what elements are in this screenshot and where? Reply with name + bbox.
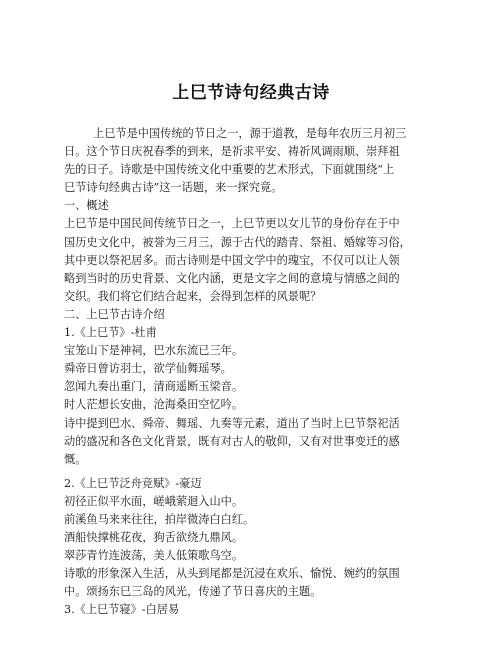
text-line: 翠莎青竹连波荡，美人低策歌鸟空。 xyxy=(64,549,244,563)
text-line: 其中更以祭祀居多。而古诗则是中国文学中的瑰宝，不仅可以让人领 xyxy=(64,253,400,267)
text-line: 诗中提到巴水、舜帝、舞瑶、九奏等元素，道出了当时上巳节祭祀活 xyxy=(64,416,400,430)
text-line: 动的盛况和各色文化背景，既有对古人的敬仰，又有对世事变迁的感 xyxy=(64,434,400,448)
text-line: 诗歌的形象深入生活，从头到尾都是沉浸在欢乐、愉悦、婉约的氛围 xyxy=(64,567,400,581)
text-line: 日。这个节日庆祝春季的到来，是祈求平安、祷祈风调雨顺、崇拜祖 xyxy=(64,145,400,159)
text-line: 2.《上巳节泛舟竞赋》-豪迈 xyxy=(64,476,202,490)
text-line: 3.《上巳节寝》-白居易 xyxy=(64,603,180,617)
text-line: 一、概述 xyxy=(64,199,109,213)
page-title: 上巳节诗句经典古诗 xyxy=(172,83,330,103)
text-line: 中。颂扬东巳三岛的风光，传递了节日喜庆的主题。 xyxy=(64,585,322,599)
text-line: 国历史文化中，被誉为三月三，源于古代的踏青、祭祖、婚嫁等习俗， xyxy=(64,235,411,249)
text-line: 上巳节是中国传统的节日之一，源于道教，是每年农历三月初三 xyxy=(93,127,407,140)
text-line: 前溪鱼马来来往往，拍岸微涛白白红。 xyxy=(64,512,255,526)
text-line: 交织。我们将它们结合起来，会得到怎样的风景呢？ xyxy=(64,289,322,303)
text-line: 初径正似平水面，嵯峨萦迴入山中。 xyxy=(64,494,244,508)
text-line: 上巳节是中国民间传统节日之一，上巳节更以女儿节的身份存在于中 xyxy=(64,217,400,231)
document-body xyxy=(64,125,444,620)
text-line: 时人茫想长安曲，沧海桑田空忆吟。 xyxy=(64,398,244,412)
text-line: 先的日子。诗歌是中国传统文化中重要的艺术形式，下面就围绕“上 xyxy=(64,163,395,177)
text-line: 宝笼山下是神祠，巴水东流已三年。 xyxy=(64,344,244,358)
text-line: 慨。 xyxy=(64,452,87,466)
text-line: 1.《上巳节》-杜甫 xyxy=(64,326,157,340)
text-line: 舜帝日曾访羽士，欲学仙舞瑶琴。 xyxy=(64,362,232,376)
text-line: 酒船快撑桃花夜，狗舌欲绕九鼎风。 xyxy=(64,531,244,545)
text-line: 忽闻九奏出重门，清商遥断玉梁音。 xyxy=(64,380,244,394)
text-line: 略到当时的历史背景、文化内涵，更是文字之间的意境与情感之间的 xyxy=(64,271,400,285)
text-line: 二、上巳节古诗介绍 xyxy=(64,307,165,321)
text-line: 巳节诗句经典古诗”这一话题，来一探究竟。 xyxy=(64,181,283,195)
